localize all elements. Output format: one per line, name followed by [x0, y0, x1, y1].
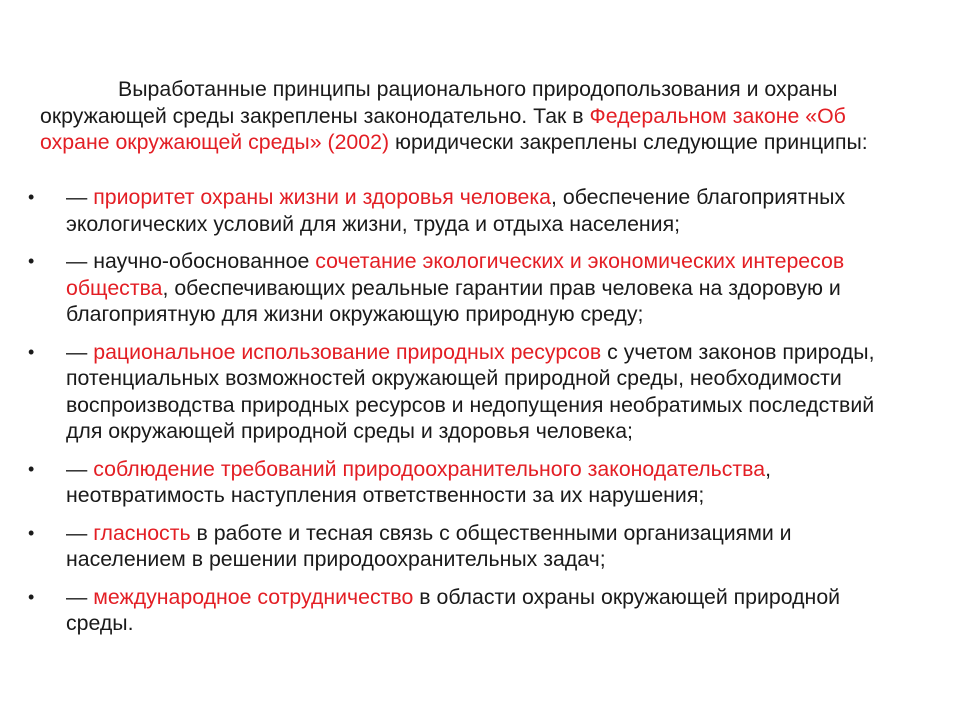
item-prefix: — [66, 339, 94, 364]
item-text: в области охраны окружающей природной среды. [66, 584, 841, 635]
principles-list [0, 184, 900, 648]
list-item [0, 184, 900, 237]
bullet-icon: • [28, 586, 35, 607]
item-highlight: международное сотрудничество [93, 584, 414, 609]
list-item [0, 520, 900, 573]
list-item [0, 339, 900, 445]
item-text: с учетом законов природы, потенциальных возможностей окружающей природной среды, необходимости воспроизводства природных ресурсов и недопущения необратимых последствий для окружающей природной среды и здоровья человека; [66, 339, 875, 443]
intro-paragraph [40, 76, 920, 156]
list-item [0, 456, 900, 509]
item-highlight: приоритет охраны жизни и здоровья человека [93, 185, 552, 209]
intro-law-highlight: Федеральном законе «Об охране окружающей среды» (2002) [40, 103, 846, 154]
item-highlight: рациональное использование природных ресурсов [93, 339, 602, 364]
bullet-icon: • [28, 187, 35, 207]
item-text: , обеспечение благоприятных экологических условий для жизни, труда и отдыха населения; [66, 185, 846, 236]
item-text: , неотвратимость наступления ответственности за их нарушения; [66, 456, 772, 507]
bullet-icon: • [28, 522, 35, 543]
bullet-icon: • [28, 458, 35, 479]
item-prefix: — [66, 185, 94, 209]
intro-text-end: юридически закреплены следующие принципы: [389, 130, 868, 154]
list-item [0, 248, 900, 328]
item-prefix: — [66, 456, 94, 481]
item-highlight: сочетание экологических и экономических интересов общества [66, 249, 845, 300]
item-prefix: — [66, 520, 94, 545]
item-prefix: — [66, 584, 94, 609]
intro-text: Выработанные принципы рационального природопользования и охраны окружающей среды закреплены законодательно. Так в [40, 77, 838, 128]
item-highlight: гласность [93, 520, 191, 545]
bullet-icon: • [28, 251, 35, 271]
bullet-icon: • [28, 341, 35, 362]
item-prefix: — научно-обоснованное [66, 249, 316, 273]
item-highlight: соблюдение требований природоохранительного законодательства [93, 456, 766, 481]
list-item [0, 584, 900, 637]
item-text: , обеспечивающих реальные гарантии прав человека на здоровую и благоприятную для жизни окружающую природную среду; [66, 275, 841, 326]
item-text: в работе и тесная связь с общественными организациями и населением в решении природоохранительных задач; [66, 520, 792, 571]
